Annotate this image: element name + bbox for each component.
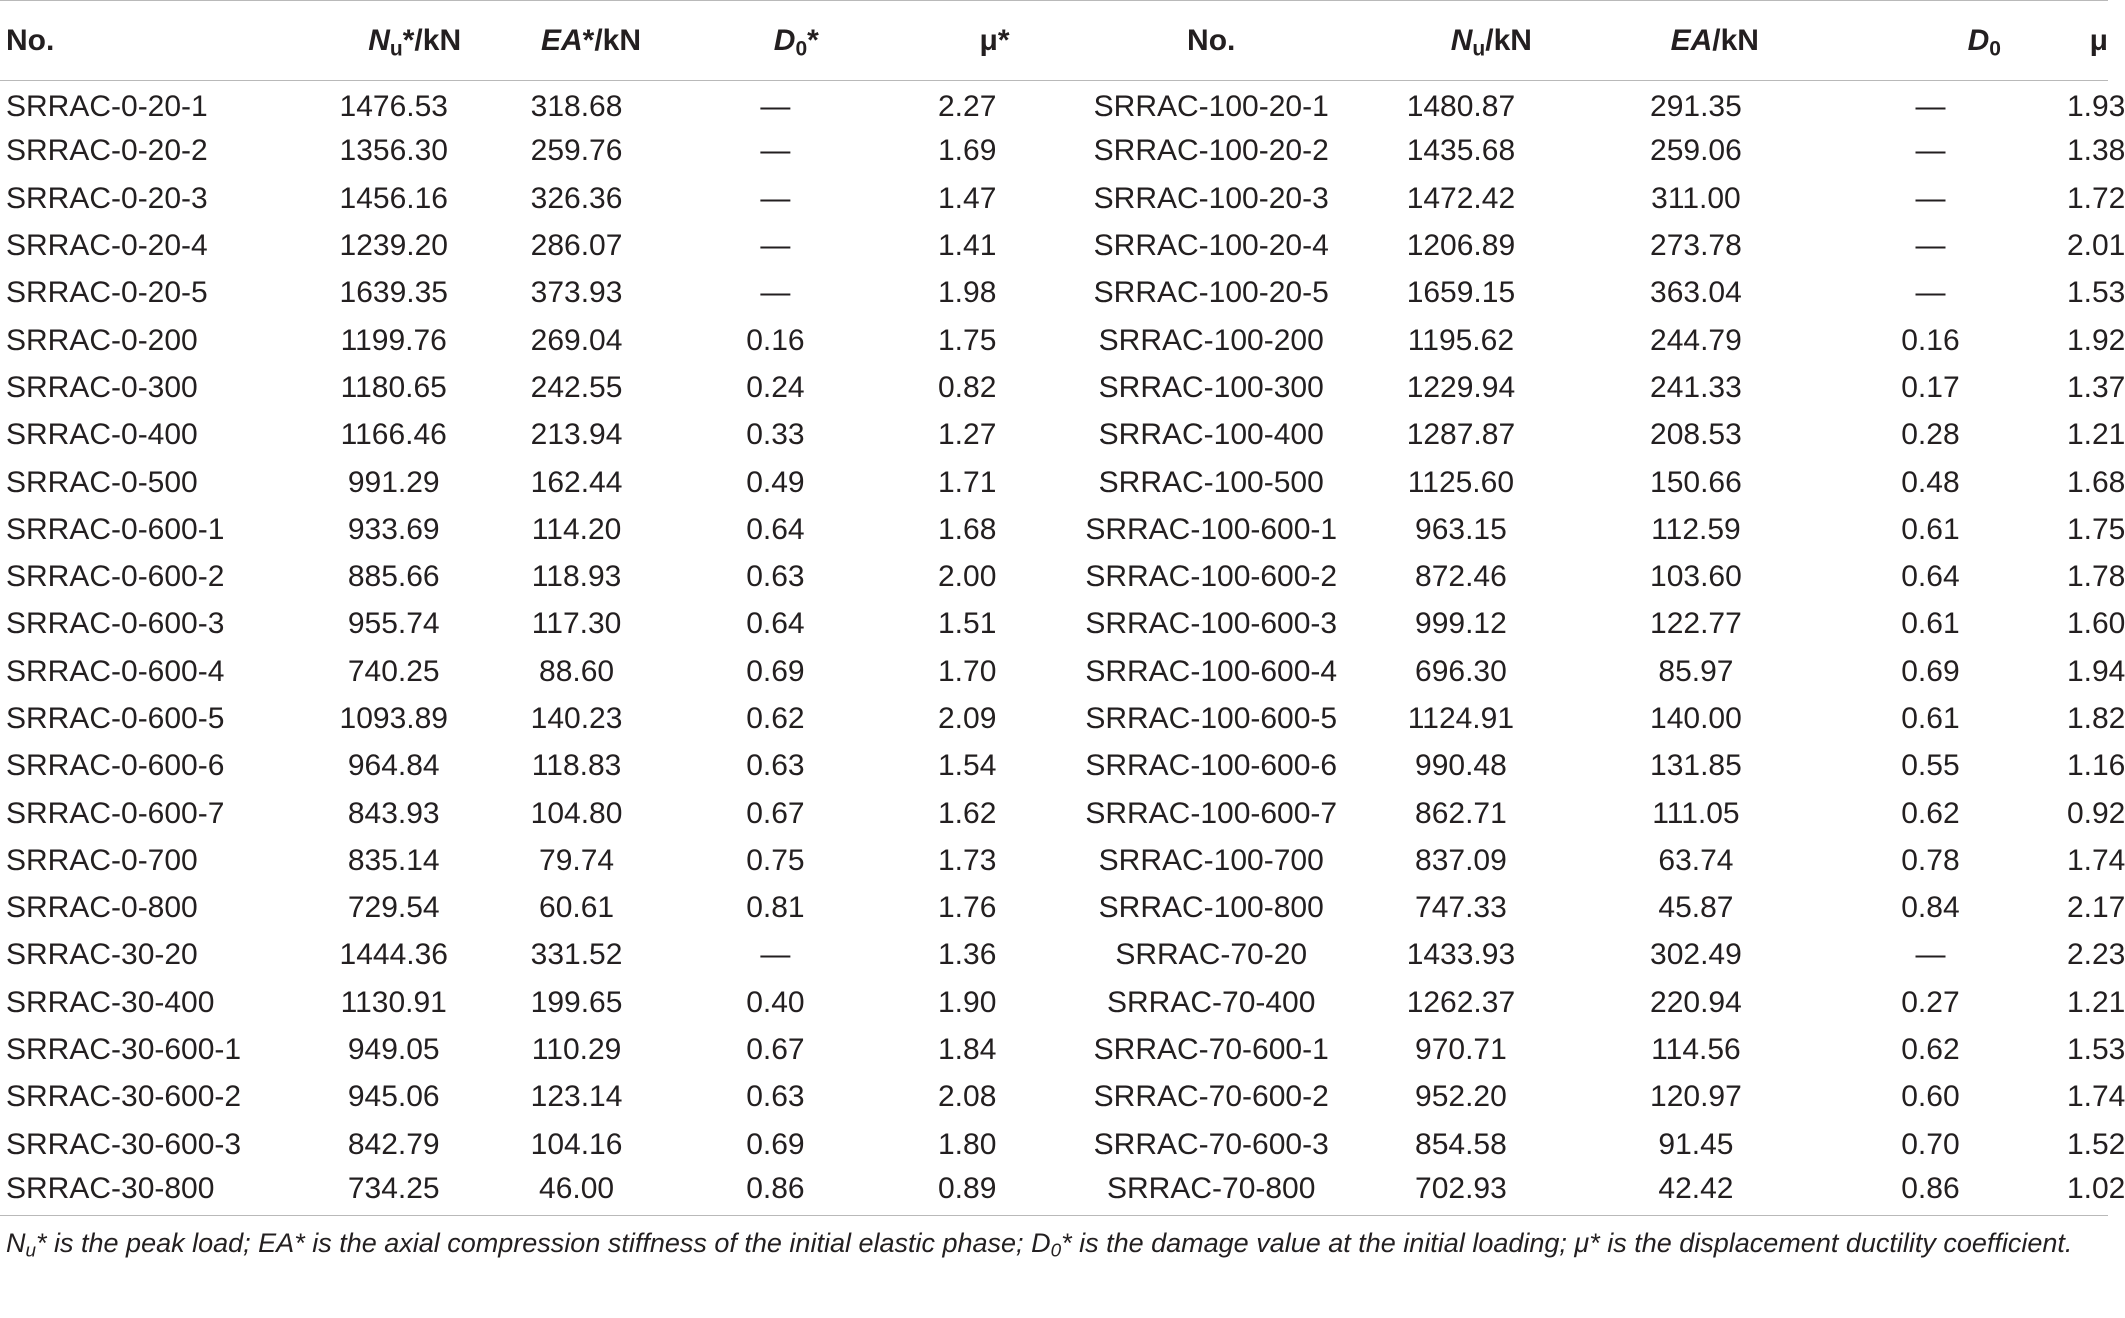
- cell-ductility: 1.92: [2066, 323, 2125, 357]
- cell-damage: 0.69: [1901, 654, 1960, 688]
- cell-stiffness: 241.33: [1650, 370, 1742, 404]
- cell-damage-star: 0.86: [696, 1168, 884, 1215]
- cell-ductility: 1.52: [2066, 1127, 2125, 1161]
- cell-ductility: 1.72: [2066, 181, 2125, 215]
- table-row: [0, 1074, 2108, 1121]
- cell-stiffness-star: 286.07: [530, 229, 623, 263]
- cell-stiffness: 273.78: [1650, 229, 1742, 263]
- cell-ductility-star: 1.36: [937, 938, 997, 972]
- cell-specimen-id: SRRAC-100-600-6: [1085, 749, 1338, 783]
- cell-specimen-id: SRRAC-100-600-7: [1085, 796, 1338, 830]
- cell-ductility-star: 1.62: [937, 796, 997, 830]
- cell-ductility: 1.75: [2066, 512, 2125, 546]
- table-row: [0, 790, 2108, 837]
- header-row: [0, 1, 2108, 81]
- cell-ductility-star: 0.89: [884, 1168, 1050, 1215]
- cell-ductility-star: 1.73: [937, 843, 997, 877]
- cell-ductility: 2.17: [2066, 891, 2125, 925]
- cell-ductility-star: 2.00: [937, 560, 997, 594]
- cell-ductility-star: 1.69: [937, 134, 997, 168]
- cell-stiffness-star: 118.83: [531, 749, 622, 783]
- table-row: [0, 270, 2108, 317]
- cell-specimen-id: SRRAC-100-600-2: [1085, 560, 1338, 594]
- cell-peak-load-star: 842.79: [347, 1127, 440, 1161]
- header-stiffness-star: EA*/kN: [486, 1, 696, 81]
- cell-damage: 0.64: [1901, 560, 1960, 594]
- cell-ductility: 1.38: [2066, 134, 2125, 168]
- cell-ductility: 1.68: [2066, 465, 2125, 499]
- cell-stiffness: 131.85: [1650, 749, 1742, 783]
- cell-damage-star: 0.75: [746, 843, 805, 877]
- table-row: [0, 743, 2108, 790]
- cell-stiffness: 122.77: [1650, 607, 1742, 641]
- cell-stiffness: 120.97: [1650, 1080, 1742, 1114]
- cell-damage: 0.70: [1901, 1127, 1960, 1161]
- header-no-left: No.: [0, 1, 320, 81]
- cell-peak-load-star: 955.74: [347, 607, 440, 641]
- cell-peak-load-star: 885.66: [347, 560, 440, 594]
- table-row: [0, 601, 2108, 648]
- cell-specimen-id: SRRAC-70-600-3: [1093, 1127, 1329, 1161]
- cell-peak-load-star: 1180.65: [340, 370, 447, 404]
- cell-ductility: 1.21: [2066, 985, 2125, 1019]
- header-ductility: μ: [2066, 1, 2108, 81]
- cell-damage-star: —: [760, 89, 791, 123]
- cell-stiffness-star: 331.52: [530, 938, 623, 972]
- cell-damage-star: 0.67: [746, 796, 805, 830]
- cell-specimen-id: SRRAC-30-600-1: [6, 1033, 242, 1067]
- cell-ductility: 1.02: [2066, 1168, 2108, 1215]
- cell-specimen-id: SRRAC-0-20-5: [6, 276, 208, 310]
- cell-peak-load-star: 933.69: [347, 512, 440, 546]
- cell-peak-load-star: 729.54: [347, 891, 440, 925]
- cell-ductility: 2.01: [2066, 229, 2125, 263]
- cell-peak-load-star: 734.25: [320, 1168, 486, 1215]
- cell-stiffness-star: 104.80: [530, 796, 623, 830]
- cell-stiffness-star: 318.68: [530, 89, 623, 123]
- table-row: [0, 1121, 2108, 1168]
- cell-ductility-star: 2.09: [937, 702, 997, 735]
- header-damage: $D_0$: [1834, 1, 2066, 81]
- cell-stiffness-star: 118.93: [531, 560, 622, 594]
- cell-ductility-star: 1.80: [937, 1127, 997, 1161]
- cell-stiffness-star: 88.60: [539, 654, 615, 688]
- cell-damage: 0.61: [1901, 702, 1960, 735]
- table-row: [0, 1168, 2108, 1215]
- cell-stiffness-star: 140.23: [530, 702, 623, 735]
- cell-ductility-star: 1.27: [937, 418, 997, 452]
- cell-stiffness: 103.60: [1650, 560, 1742, 594]
- table-footnote: $N_u*$ is the peak load; EA* is the axial compression stiffness of the initial elastic phase; $D_0*$ is the damage value at the initial loading; μ* is the displacement ductility coefficient.: [6, 1228, 2073, 1262]
- cell-ductility: 2.23: [2066, 938, 2125, 972]
- table-row: [0, 885, 2108, 932]
- cell-peak-load: 862.71: [1415, 796, 1507, 830]
- cell-peak-load: 1287.87: [1406, 418, 1516, 452]
- table-row: [0, 81, 2108, 128]
- cell-damage: —: [1915, 229, 1946, 263]
- cell-peak-load: 1229.94: [1406, 370, 1516, 404]
- table-row: [0, 979, 2108, 1026]
- cell-specimen-id: SRRAC-0-20-4: [6, 229, 208, 263]
- cell-ductility: 1.53: [2066, 276, 2125, 310]
- cell-damage: 0.60: [1901, 1080, 1960, 1114]
- cell-ductility: 1.82: [2066, 702, 2125, 735]
- cell-stiffness-star: 259.76: [530, 134, 623, 168]
- cell-specimen-id: SRRAC-0-600-6: [6, 749, 225, 783]
- cell-damage-star: 0.63: [746, 749, 805, 783]
- cell-stiffness: 111.05: [1652, 796, 1740, 830]
- cell-peak-load: 970.71: [1415, 1033, 1507, 1067]
- cell-stiffness-star: 110.29: [531, 1033, 622, 1067]
- table-row: [0, 412, 2108, 459]
- cell-damage: 0.16: [1901, 323, 1960, 357]
- cell-damage-star: 0.64: [746, 607, 805, 641]
- cell-stiffness-star: 199.65: [530, 985, 623, 1019]
- cell-stiffness: 150.66: [1650, 465, 1742, 499]
- cell-peak-load: 1472.42: [1406, 181, 1516, 215]
- cell-peak-load-star: 945.06: [347, 1080, 440, 1114]
- cell-ductility-star: 2.08: [937, 1080, 997, 1114]
- cell-specimen-id: SRRAC-30-600-2: [6, 1080, 242, 1114]
- table-row: [0, 128, 2108, 175]
- cell-peak-load: 1195.62: [1407, 323, 1515, 357]
- cell-peak-load: 837.09: [1415, 843, 1507, 877]
- cell-damage: —: [1915, 134, 1946, 168]
- cell-specimen-id: SRRAC-0-400: [6, 418, 198, 452]
- cell-damage: —: [1915, 89, 1946, 123]
- cell-damage-star: —: [760, 229, 791, 263]
- cell-ductility-star: 1.98: [937, 276, 997, 310]
- cell-specimen-id: SRRAC-0-20-2: [6, 134, 208, 168]
- cell-specimen-id: SRRAC-100-600-3: [1085, 607, 1338, 641]
- table-row: [0, 506, 2108, 553]
- cell-stiffness: 91.45: [1658, 1127, 1734, 1161]
- cell-ductility: 1.94: [2066, 654, 2125, 688]
- cell-damage-star: 0.63: [746, 1080, 805, 1114]
- cell-ductility-star: 1.84: [937, 1033, 997, 1067]
- cell-specimen-id: SRRAC-0-500: [6, 465, 198, 499]
- cell-damage-star: —: [760, 276, 791, 310]
- cell-peak-load: 1435.68: [1406, 134, 1516, 168]
- cell-peak-load: 1125.60: [1407, 465, 1515, 499]
- cell-damage: 0.27: [1901, 985, 1960, 1019]
- cell-damage-star: 0.24: [746, 370, 805, 404]
- cell-specimen-id: SRRAC-0-600-1: [6, 512, 225, 546]
- cell-peak-load-star: 1444.36: [339, 938, 448, 972]
- cell-peak-load-star: 1356.30: [339, 134, 448, 168]
- cell-specimen-id: SRRAC-100-300: [1098, 370, 1324, 404]
- cell-stiffness: 244.79: [1650, 323, 1742, 357]
- cell-damage: —: [1915, 181, 1946, 215]
- cell-damage-star: 0.64: [746, 512, 805, 546]
- cell-stiffness-star: 114.20: [531, 512, 622, 546]
- cell-specimen-id: SRRAC-30-600-3: [6, 1127, 242, 1161]
- cell-stiffness: 363.04: [1650, 276, 1742, 310]
- cell-peak-load-star: 964.84: [347, 749, 440, 783]
- cell-peak-load-star: 1639.35: [339, 276, 448, 310]
- cell-ductility: 1.53: [2066, 1033, 2125, 1067]
- cell-specimen-id: SRRAC-30-400: [6, 985, 215, 1019]
- cell-peak-load-star: 1239.20: [339, 229, 448, 263]
- cell-ductility-star: 1.47: [937, 181, 997, 215]
- cell-peak-load-star: 1130.91: [340, 985, 447, 1019]
- cell-specimen-id: SRRAC-0-800: [6, 891, 198, 925]
- cell-ductility-star: 1.68: [937, 512, 997, 546]
- cell-stiffness: 85.97: [1658, 654, 1734, 688]
- cell-specimen-id: SRRAC-0-20-3: [6, 181, 208, 215]
- cell-damage-star: 0.63: [746, 560, 805, 594]
- cell-damage-star: 0.67: [746, 1033, 805, 1067]
- cell-specimen-id: SRRAC-0-600-4: [6, 654, 225, 688]
- cell-ductility: 1.78: [2066, 560, 2125, 594]
- header-peak-load: $N_u/kN$: [1359, 1, 1602, 81]
- cell-ductility-star: 2.27: [937, 89, 997, 123]
- cell-peak-load-star: 740.25: [347, 654, 440, 688]
- cell-stiffness: 259.06: [1650, 134, 1742, 168]
- cell-peak-load-star: 1456.16: [339, 181, 448, 215]
- table-body: [0, 81, 2125, 1216]
- cell-specimen-id: SRRAC-100-500: [1098, 465, 1324, 499]
- cell-stiffness: 63.74: [1658, 843, 1734, 877]
- cell-stiffness: 220.94: [1650, 985, 1742, 1019]
- cell-peak-load-star: 1166.46: [340, 418, 447, 452]
- cell-ductility-star: 1.90: [937, 985, 997, 1019]
- cell-stiffness: 112.59: [1651, 512, 1741, 546]
- table-row: [0, 695, 2108, 742]
- cell-ductility: 1.93: [2066, 89, 2125, 123]
- cell-peak-load: 952.20: [1415, 1080, 1507, 1114]
- table-row: [0, 932, 2108, 979]
- table-row: [0, 837, 2108, 884]
- cell-peak-load-star: 835.14: [347, 843, 440, 877]
- cell-stiffness-star: 46.00: [486, 1168, 696, 1215]
- cell-peak-load: 1262.37: [1406, 985, 1516, 1019]
- cell-damage: 0.62: [1901, 1033, 1960, 1067]
- cell-damage-star: 0.69: [746, 654, 805, 688]
- cell-peak-load: 999.12: [1415, 607, 1507, 641]
- cell-specimen-id: SRRAC-100-20-2: [1093, 134, 1329, 168]
- cell-stiffness-star: 213.94: [530, 418, 623, 452]
- cell-damage-star: 0.16: [746, 323, 805, 357]
- cell-specimen-id: SRRAC-70-600-2: [1093, 1080, 1329, 1114]
- cell-stiffness-star: 104.16: [530, 1127, 623, 1161]
- cell-damage: 0.17: [1901, 370, 1960, 404]
- cell-damage: 0.84: [1901, 891, 1960, 925]
- cell-peak-load: 963.15: [1415, 512, 1507, 546]
- cell-damage-star: —: [760, 181, 791, 215]
- cell-specimen-id: SRRAC-100-600-5: [1085, 702, 1338, 735]
- cell-damage: —: [1915, 276, 1946, 310]
- cell-peak-load: 854.58: [1415, 1127, 1507, 1161]
- cell-damage-star: 0.69: [746, 1127, 805, 1161]
- cell-stiffness-star: 117.30: [531, 607, 622, 641]
- cell-specimen-id: SRRAC-30-20: [6, 938, 198, 972]
- table-row: [0, 648, 2108, 695]
- cell-ductility: 1.16: [2066, 749, 2125, 783]
- table-row: [0, 459, 2108, 506]
- cell-peak-load-star: 991.29: [347, 465, 440, 499]
- cell-damage-star: 0.62: [746, 702, 805, 735]
- cell-specimen-id: SRRAC-100-20-3: [1093, 181, 1329, 215]
- cell-specimen-id: SRRAC-0-600-2: [6, 560, 225, 594]
- cell-peak-load: 872.46: [1415, 560, 1507, 594]
- cell-stiffness: 45.87: [1658, 891, 1734, 925]
- cell-ductility: 1.74: [2066, 843, 2125, 877]
- cell-peak-load-star: 843.93: [347, 796, 440, 830]
- cell-damage-star: 0.40: [746, 985, 805, 1019]
- table-row: [0, 553, 2108, 600]
- cell-ductility-star: 1.76: [937, 891, 997, 925]
- cell-ductility: 1.74: [2066, 1080, 2125, 1114]
- cell-ductility-star: 1.54: [937, 749, 997, 783]
- cell-stiffness: 302.49: [1650, 938, 1742, 972]
- cell-specimen-id: SRRAC-100-20-4: [1093, 229, 1329, 263]
- header-peak-load-star: $N_u*/kN$: [320, 1, 486, 81]
- cell-peak-load: 696.30: [1415, 654, 1507, 688]
- cell-stiffness-star: 373.93: [530, 276, 623, 310]
- cell-specimen-id: SRRAC-70-400: [1107, 985, 1316, 1019]
- header-ductility-star: μ*: [884, 1, 1050, 81]
- cell-ductility-star: 1.41: [937, 229, 997, 263]
- cell-damage-star: 0.33: [746, 418, 805, 452]
- cell-specimen-id: SRRAC-70-600-1: [1093, 1033, 1329, 1067]
- header-no-right: No.: [1050, 1, 1359, 81]
- table-row: [0, 1026, 2108, 1073]
- cell-damage: 0.28: [1901, 418, 1960, 452]
- cell-stiffness-star: 269.04: [530, 323, 623, 357]
- cell-specimen-id: SRRAC-0-600-3: [6, 607, 225, 641]
- cell-ductility-star: 1.51: [937, 607, 997, 641]
- cell-damage: —: [1915, 938, 1946, 972]
- cell-specimen-id: SRRAC-100-20-1: [1093, 89, 1329, 123]
- cell-peak-load: 702.93: [1359, 1168, 1602, 1215]
- cell-stiffness-star: 242.55: [530, 370, 623, 404]
- cell-stiffness: 311.00: [1651, 181, 1741, 215]
- cell-ductility-star: 0.82: [937, 370, 997, 404]
- table-row: [0, 364, 2108, 411]
- table-row: [0, 222, 2108, 269]
- header-damage-star: $D_0*$: [696, 1, 884, 81]
- cell-stiffness: 114.56: [1651, 1033, 1741, 1067]
- cell-damage: 0.61: [1901, 607, 1960, 641]
- cell-peak-load: 1124.91: [1407, 702, 1515, 735]
- cell-damage: 0.55: [1901, 749, 1960, 783]
- cell-damage: 0.86: [1834, 1168, 2066, 1215]
- cell-stiffness-star: 60.61: [539, 891, 615, 925]
- cell-peak-load: 1659.15: [1406, 276, 1516, 310]
- cell-specimen-id: SRRAC-100-600-4: [1085, 654, 1338, 688]
- cell-specimen-id: SRRAC-70-20: [1115, 938, 1308, 972]
- cell-specimen-id: SRRAC-100-20-5: [1093, 276, 1329, 310]
- cell-damage: 0.48: [1901, 465, 1960, 499]
- cell-specimen-id: SRRAC-0-700: [6, 843, 198, 877]
- cell-ductility-star: 1.75: [937, 323, 997, 357]
- cell-specimen-id: SRRAC-30-800: [0, 1168, 320, 1215]
- cell-specimen-id: SRRAC-100-200: [1098, 323, 1324, 357]
- cell-specimen-id: SRRAC-100-600-1: [1085, 512, 1338, 546]
- cell-ductility: 1.21: [2066, 418, 2125, 452]
- cell-stiffness: 140.00: [1650, 702, 1742, 735]
- table-row: [0, 317, 2108, 364]
- cell-ductility: 0.92: [2066, 796, 2125, 830]
- cell-specimen-id: SRRAC-0-20-1: [6, 89, 208, 123]
- cell-stiffness-star: 79.74: [539, 843, 615, 877]
- cell-specimen-id: SRRAC-0-600-5: [6, 702, 225, 735]
- cell-peak-load: 990.48: [1415, 749, 1507, 783]
- cell-damage-star: 0.49: [746, 465, 805, 499]
- cell-peak-load-star: 1093.89: [339, 702, 448, 735]
- cell-specimen-id: SRRAC-0-600-7: [6, 796, 225, 830]
- cell-peak-load: 1433.93: [1406, 938, 1516, 972]
- cell-damage-star: —: [760, 938, 791, 972]
- cell-specimen-id: SRRAC-70-800: [1050, 1168, 1359, 1215]
- table-row: [0, 175, 2108, 222]
- cell-ductility: 1.37: [2066, 370, 2125, 404]
- cell-damage: 0.62: [1901, 796, 1960, 830]
- cell-damage: 0.78: [1901, 843, 1960, 877]
- cell-stiffness-star: 326.36: [530, 181, 623, 215]
- cell-peak-load-star: 1199.76: [340, 323, 447, 357]
- cell-specimen-id: SRRAC-100-700: [1098, 843, 1324, 877]
- header-stiffness: EA/kN: [1602, 1, 1834, 81]
- cell-damage-star: —: [760, 134, 791, 168]
- cell-peak-load-star: 949.05: [347, 1033, 440, 1067]
- cell-damage-star: 0.81: [746, 891, 805, 925]
- cell-specimen-id: SRRAC-100-800: [1098, 891, 1324, 925]
- cell-peak-load: 747.33: [1415, 891, 1507, 925]
- cell-ductility-star: 1.70: [937, 654, 997, 688]
- cell-specimen-id: SRRAC-0-300: [6, 370, 198, 404]
- cell-stiffness: 208.53: [1650, 418, 1742, 452]
- cell-ductility: 1.60: [2066, 607, 2125, 641]
- cell-stiffness-star: 123.14: [530, 1080, 623, 1114]
- cell-stiffness-star: 162.44: [530, 465, 623, 499]
- cell-peak-load: 1480.87: [1406, 89, 1516, 123]
- cell-stiffness: 291.35: [1650, 89, 1742, 123]
- cell-specimen-id: SRRAC-100-400: [1098, 418, 1324, 452]
- cell-damage: 0.61: [1901, 512, 1960, 546]
- cell-stiffness: 42.42: [1602, 1168, 1834, 1215]
- cell-peak-load: 1206.89: [1406, 229, 1516, 263]
- cell-ductility-star: 1.71: [937, 465, 997, 499]
- cell-peak-load-star: 1476.53: [339, 89, 448, 123]
- cell-specimen-id: SRRAC-0-200: [6, 323, 198, 357]
